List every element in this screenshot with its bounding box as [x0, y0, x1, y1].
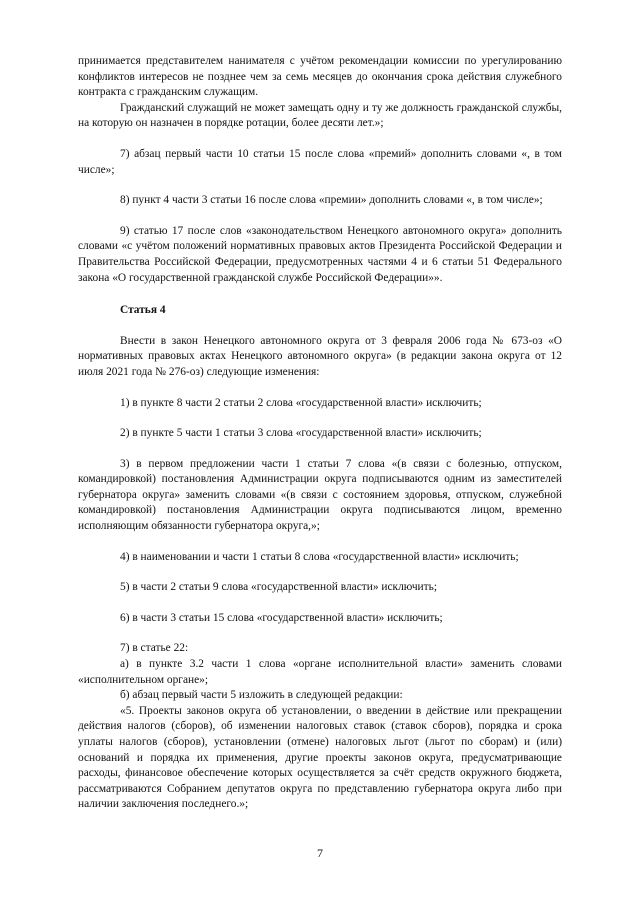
paragraph-continuation: принимается представителем нанимателя с учётом рекомендации комиссии по урегулированию конфликтов интересов не позднее чем за семь месяцев до окончания срока действия служебного контракта с гражданским служащим.: [78, 55, 562, 99]
paragraph-article-intro: Внести в закон Ненецкого автономного округа от 3 февраля 2006 года № 673-оз «О нормативных правовых актах Ненецкого автономного округа» (в редакции закона округа от 12 июля 2021 года № 276-оз) следующие изменения:: [78, 334, 562, 378]
paragraph-amendment-1: 1) в пункте 8 части 2 статьи 2 слова «государственной власти» исключить;: [120, 396, 482, 409]
paragraph-amendment-6: 6) в части 3 статьи 15 слова «государственной власти» исключить;: [120, 611, 443, 624]
paragraph-new-part-5: «5. Проекты законов округа об установлении, о введении в действие или прекращении действия налогов (сборов), об изменении налоговых ставок (ставок сборов), порядка и срока уплаты налогов (сборов), установлении (отмене) налоговых льгот (льгот по сборам) и (или) оснований и порядка их применения, другие проекты законов округа, предусматривающие расходы, финансовое обеспечение которых осуществляется за счёт средств окружного бюджета, рассматриваются Собранием депутатов округа по представлению губернатора округа либо при наличии заключения последнего.»;: [78, 704, 562, 811]
paragraph-amendment-5: 5) в части 2 статьи 9 слова «государственной власти» исключить;: [120, 581, 437, 594]
paragraph-amendment-7a: а) в пункте 3.2 части 1 слова «органе исполнительной власти» заменить словами «исполнительном органе»;: [78, 658, 562, 686]
paragraph-rotation-limit: Гражданский служащий не может замещать одну и ту же должность гражданской службы, на которую он назначен в порядке ротации, более десяти лет.»;: [78, 101, 562, 130]
paragraph-amendment-4: 4) в наименовании и части 1 статьи 8 слова «государственной власти» исключить;: [120, 550, 519, 563]
paragraph-item-7: 7) абзац первый части 10 статьи 15 после слова «премий» дополнить словами «, в том числе»;: [78, 147, 562, 176]
paragraph-amendment-7: 7) в статье 22:: [120, 642, 189, 655]
paragraph-amendment-3: 3) в первом предложении части 1 статьи 7 слова «(в связи с болезнью, отпуском, командировкой) постановления Администрации округа подписываются одним из заместителей губернатора округа» заменить словами «(в связи с состоянием здоровья, отпуском, служебной командировкой) постановления Администрации округа подписываются лицом, временно исполняющим обязанности губернатора округа,»;: [78, 457, 562, 533]
paragraph-amendment-7b: б) абзац первый части 5 изложить в следующей редакции:: [120, 689, 403, 702]
paragraph-item-8: 8) пункт 4 части 3 статьи 16 после слова «премии» дополнить словами «, в том числе»;: [120, 194, 543, 207]
page-number: 7: [317, 846, 323, 860]
paragraph-amendment-2: 2) в пункте 5 части 1 статьи 3 слова «государственной власти» исключить;: [120, 427, 482, 440]
paragraph-item-9: 9) статью 17 после слов «законодательством Ненецкого автономного округа» дополнить словами «с учётом положений нормативных правовых актов Президента Российской Федерации и Правительства Российской Федерации, предусмотренных частями 4 и 6 статьи 51 Федерального закона «О государственной гражданской службе Российской Федерации»».: [78, 224, 562, 284]
article-heading: Статья 4: [120, 304, 166, 317]
